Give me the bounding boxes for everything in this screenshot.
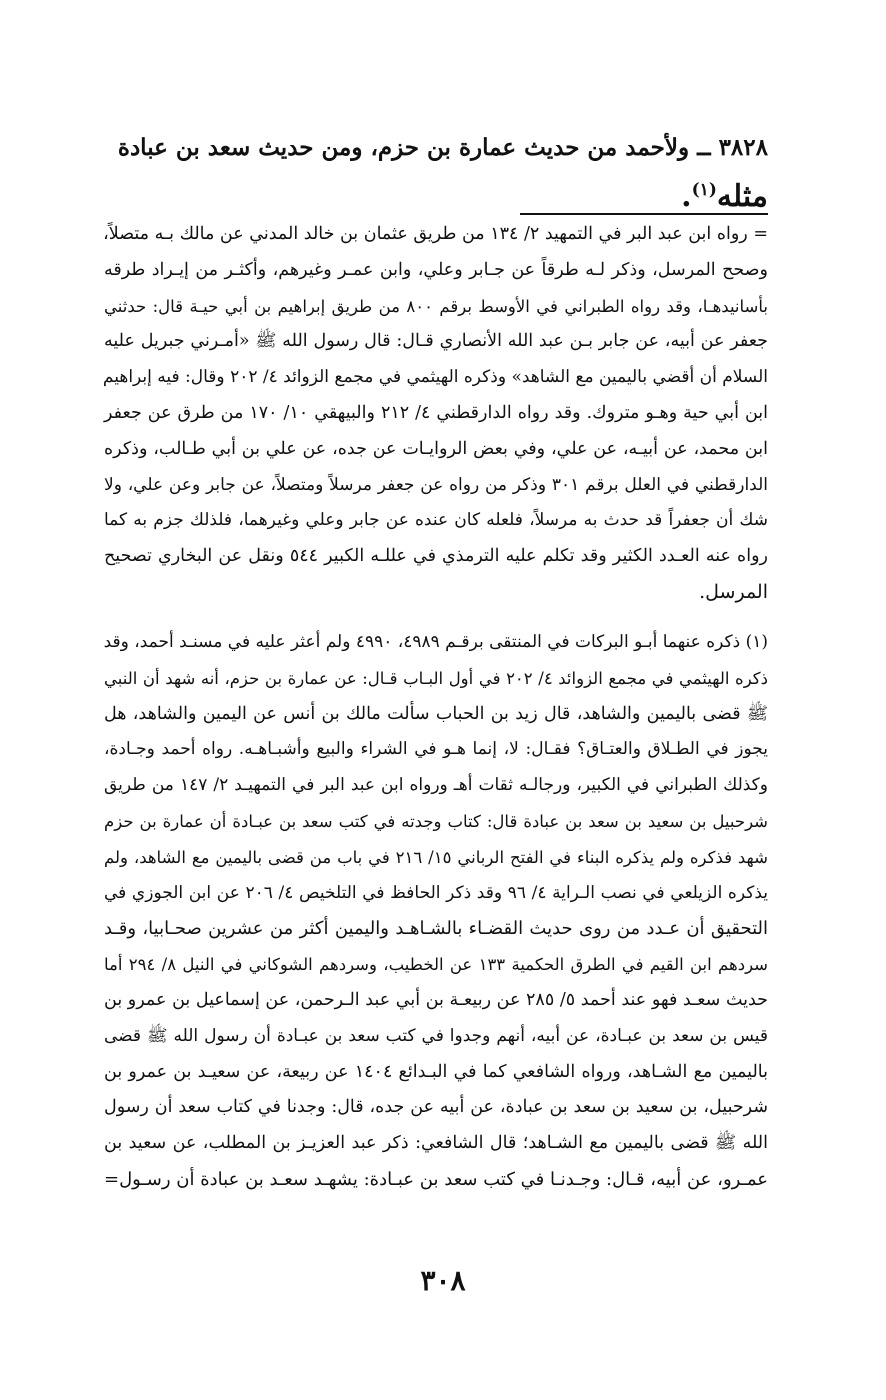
footnote-separator-rule xyxy=(520,213,768,215)
footnote-line: عمـرو، عن أبيه، قـال: وجـدنـا في كتب سعد بن عبـادة: يشهـد سعـد بن عبادة أن رسـول= xyxy=(104,1168,768,1190)
footnote-line: سردهم ابن القيم في الطرق الحكمية ١٣٣ عن الخطيب، وسردهم الشوكاني في النيل ٨/ ٢٩٤ أما xyxy=(104,955,768,975)
footnote-line: وصحح المرسل، وذكر لـه طرقاً عن جـابر وعلي، وابن عمـر وغيرهم، وأكثـر من إيـراد طرقه xyxy=(104,259,768,280)
footnote-line: ابن أبي حية وهـو متروك. وقد رواه الدارقطني ٤/ ٢١٢ والبيهقي ١٠/ ١٧٠ من طرق عن جعفر xyxy=(104,402,768,423)
hadith-heading-period: . xyxy=(681,179,692,214)
page-number: ٣٠٨ xyxy=(420,1264,466,1297)
hadith-heading-line-2 xyxy=(681,170,768,217)
footnote-line: الله ﷺ قضى باليمين مع الشـاهد؛ قال الشافعي: ذكر عبد العزيـز بن المطلب، عن سعيد بن xyxy=(104,1133,768,1154)
footnote-line: = رواه ابن عبد البر في التمهيد ٢/ ١٣٤ من طريق عثمان بن خالد المدني عن مالك بـه متصلاً، xyxy=(103,224,768,244)
footnote-line: ﷺ قضى باليمين والشاهد، قال زيد بن الحباب سألت مالك بن أنس عن اليمين والشاهد، هل xyxy=(104,703,768,724)
footnote-line: التحقيق أن عـدد من روى حديث القضـاء بالشـاهـد واليمين أكثر من عشرين صحـابيا، وقـد xyxy=(104,918,768,940)
footnote-line: يذكره الزيلعي في نصب الـراية ٤/ ٩٦ وقد ذكر الحافظ في التلخيص ٤/ ٢٠٦ عن ابن الجوزي في xyxy=(104,882,768,903)
hadith-heading-text: مثله xyxy=(716,179,768,214)
footnote-line: (١) ذكره عنهما أبـو البركات في المنتقى برقـم ٤٩٨٩، ٤٩٩٠ ولم أعثر عليه في مسنـد أحمد، وقد xyxy=(103,632,768,652)
footnote-line: المرسل. xyxy=(699,580,768,603)
footnote-line: ابن محمد، عن أبيـه، عن علي، وفي بعض الروايـات عن جده، عن علي بن أبي طـالب، وذكره xyxy=(104,438,768,459)
hadith-heading-line-1: ٣٨٢٨ ــ ولأحمد من حديث عمارة بن حزم، ومن حديث سعد بن عبادة xyxy=(117,134,768,161)
footnote-line: شرحبيل بن سعيد بن سعد بن عبادة قال: كتاب وجدته في كتب سعد بن عبـادة أن عمارة بن حزم xyxy=(104,811,768,831)
footnote-line: شهد فذكره ولم يذكره البناء في الفتح الرباني ١٥/ ٢١٦ في باب من قضى باليمين مع الشاهد، ولم xyxy=(104,847,768,867)
footnote-line: باليمين مع الشـاهد، ورواه الشافعي كما في البـدائع ١٤٠٤ عن ربيعة، عن سعيـد بن عمرو بن xyxy=(104,1061,768,1082)
footnote-continued-block xyxy=(104,217,768,611)
footnote-line: الدارقطني في العلل برقم ٣٠١ وذكر من رواه عن جعفر مرسلاً ومتصلاً، عن جابر وعن علي، ولا xyxy=(104,474,769,495)
footnote-line: وكذلك الطبراني في الكبير، ورجالـه ثقات أهـ ورواه ابن عبد البر في التمهيـد ٢/ ١٤٧ من طريق xyxy=(104,775,768,796)
footnote-line: حديث سعـد فهو عند أحمد ٥/ ٢٨٥ عن ربيعـة بن أبي عبد الـرحمن، عن إسماعيل بن عمرو بن xyxy=(104,989,768,1010)
footnote-reference[interactable]: (١) xyxy=(691,180,717,200)
footnote-line: ذكره الهيثمي في مجمع الزوائد ٤/ ٢٠٢ في أول البـاب قـال: عن عمارة بن حزم، أنه شهد أن النبي xyxy=(104,668,769,688)
footnote-line: شك أن جعفراً قد حدث به مرسلاً، فلعله كان عنده عن جابر وعلي وغيرهما، فلذلك جزم به كما xyxy=(104,510,768,531)
footnote-line: بأسانيدهـا، وقد رواه الطبراني في الأوسط برقم ٨٠٠ من طريق إبراهيم بن أبي حيـة قال: حدثني xyxy=(104,296,768,316)
footnote-line: يجوز في الطـلاق والعتـاق؟ فقـال: لا، إنما هـو في الشراء والبيع وأشبـاهـه. رواه أحمد وجـادة، xyxy=(104,739,768,760)
footnote-line: رواه عنه العـدد الكثير وقد تكلم عليه الترمذي في عللـه الكبير ٥٤٤ ونقل عن البخاري تصحيح xyxy=(104,546,768,567)
footnote-line: شرحبيل، بن سعيد بن سعد بن عبادة، عن أبيه عن جده، قال: وجدنا في كتاب سعد أن رسول xyxy=(104,1097,768,1118)
footnote-1-block xyxy=(104,625,768,1198)
footnote-line: جعفر عن أبيه، عن جابر بـن عبد الله الأنصاري قـال: قال رسول الله ﷺ «أمـرني جبريل عليه xyxy=(104,331,768,352)
footnote-line: قيس بن سعد بن عبـادة، عن أبيه، أنهم وجدوا في كتب سعد بن عبـادة أن رسول الله ﷺ قضى xyxy=(104,1025,768,1046)
footnote-line: السلام أن أقضي باليمين مع الشاهد» وذكره الهيثمي في مجمع الزوائد ٤/ ٢٠٢ وقال: فيه إبراهيم xyxy=(102,367,768,388)
